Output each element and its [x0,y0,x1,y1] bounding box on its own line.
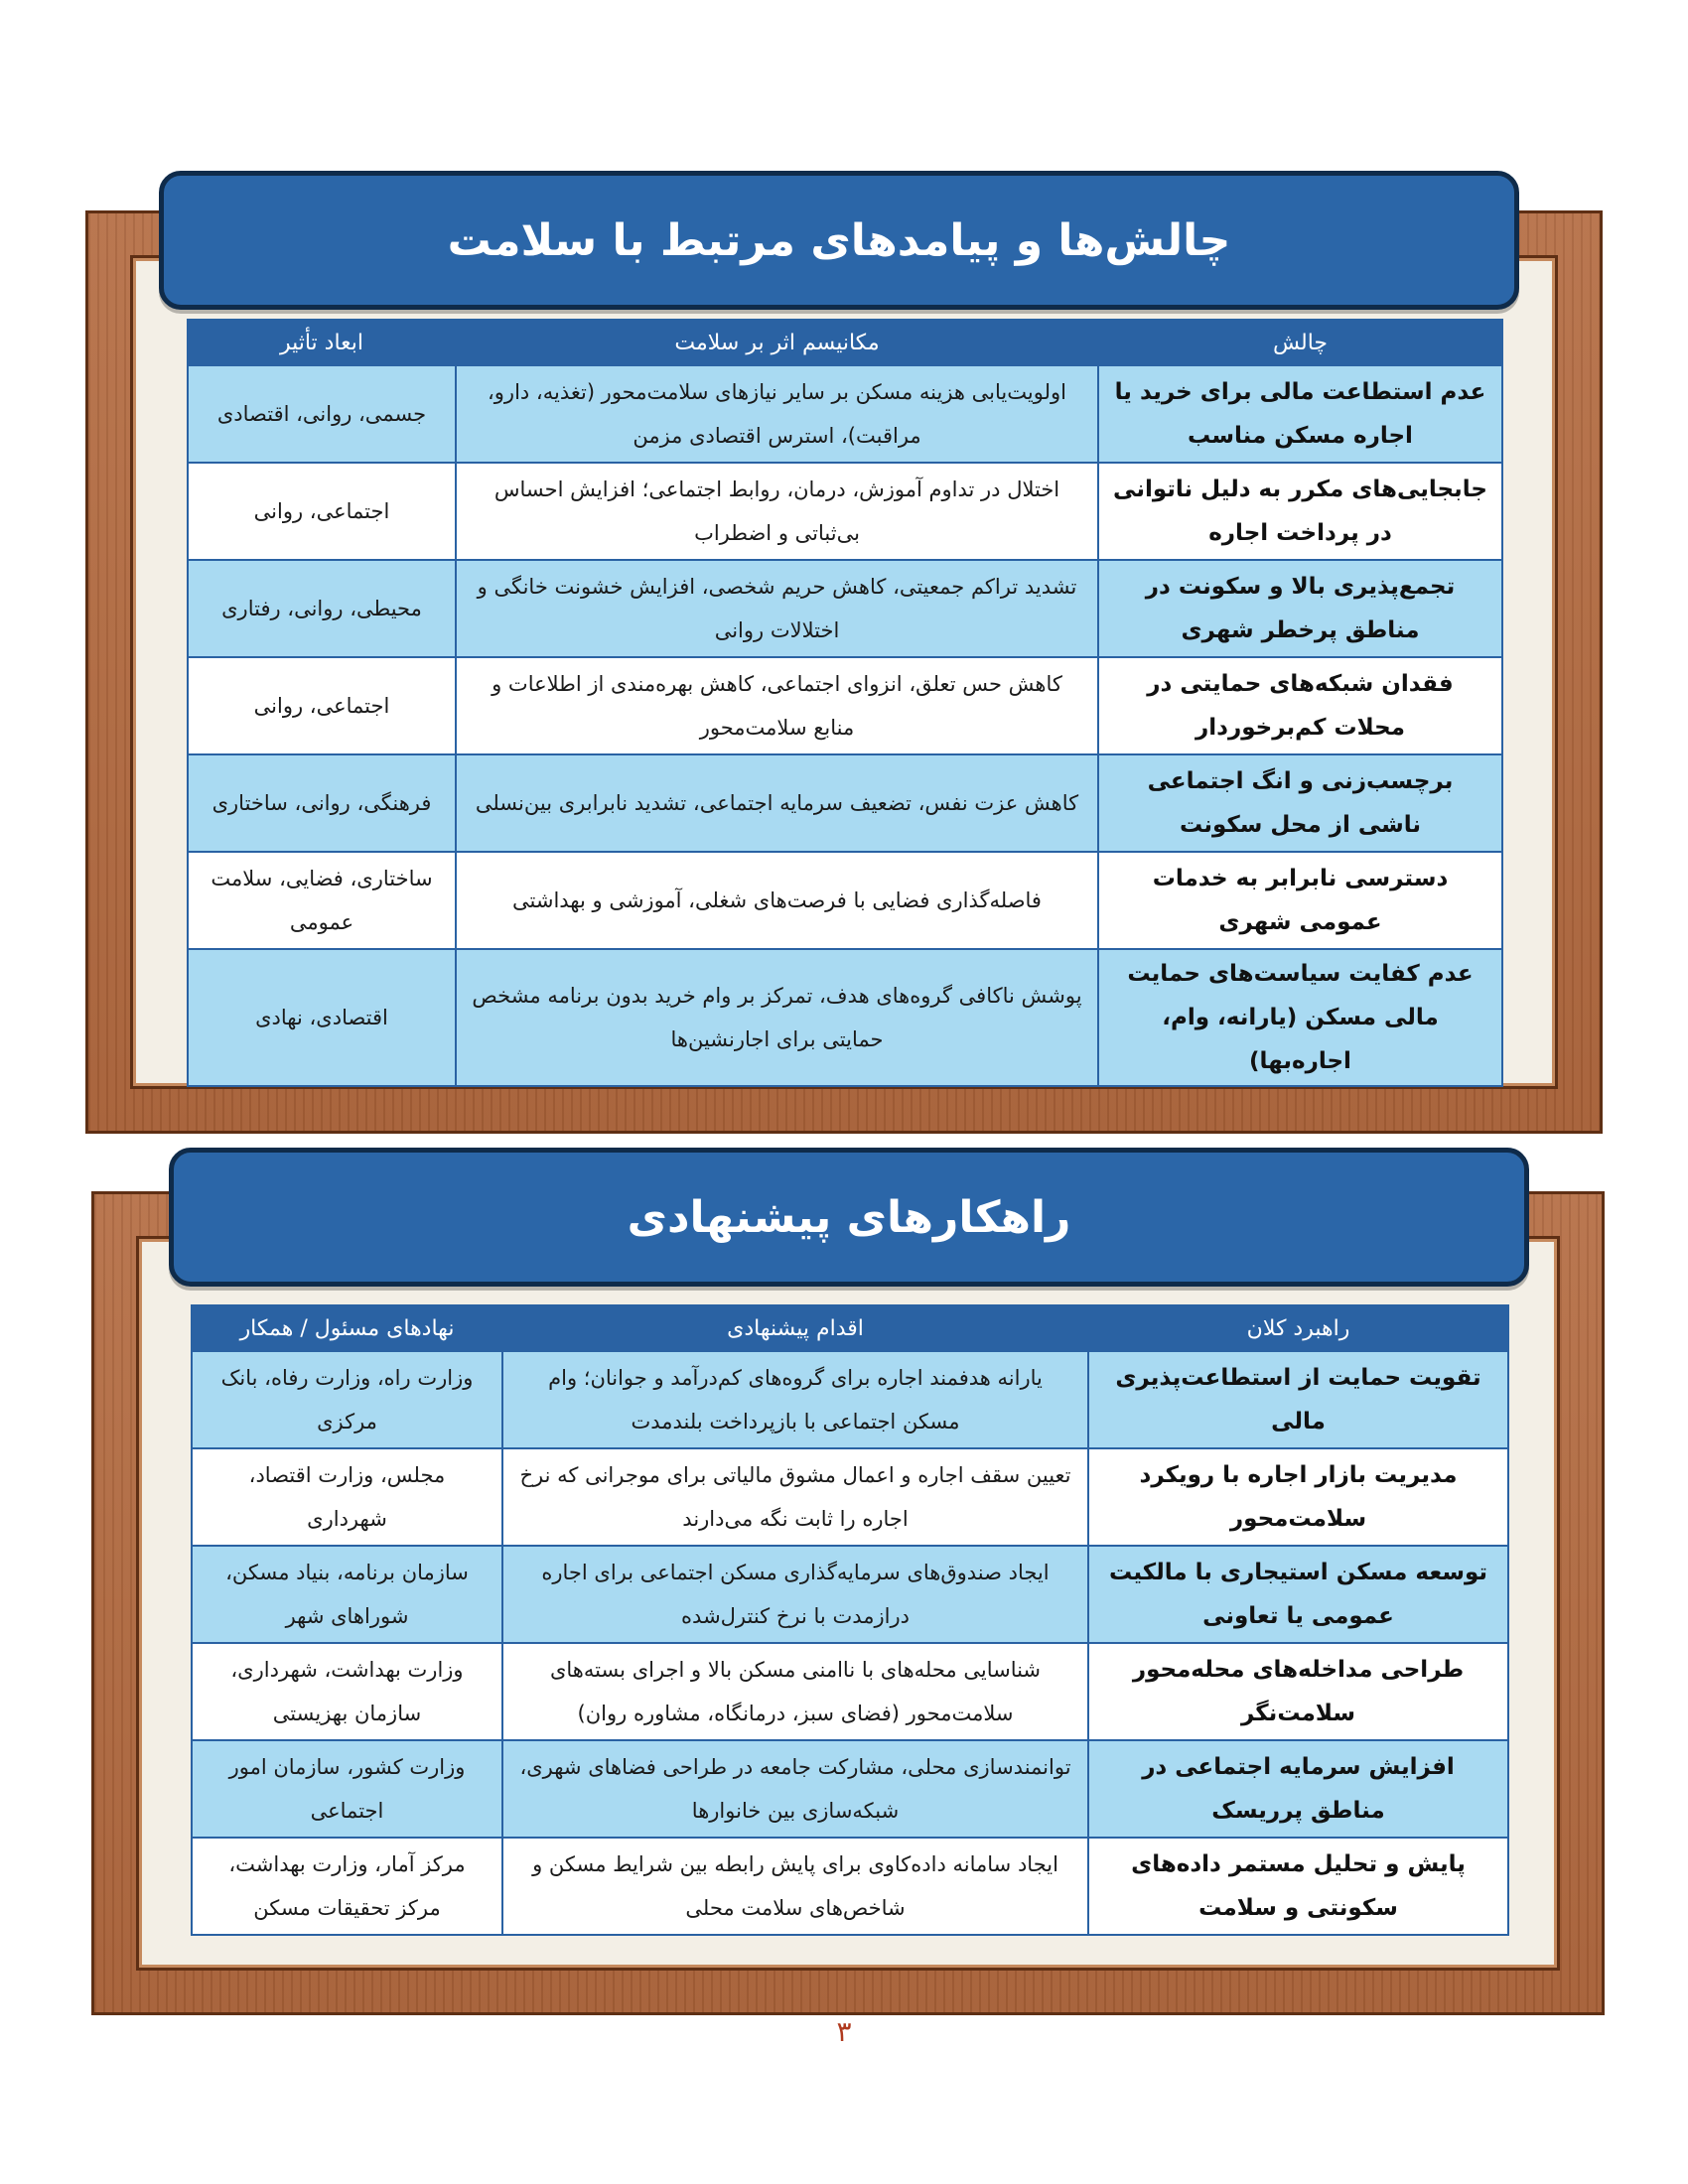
table-row [192,1351,1508,1448]
challenges-table [187,319,1503,1087]
table-row [192,1546,1508,1643]
challenges-header-row [188,320,1502,365]
institutions-cell: سازمان برنامه، بنیاد مسکن، شوراهای شهر [192,1546,502,1643]
section-1-banner [159,171,1519,310]
solutions-table [191,1304,1509,1936]
header-institutions: نهادهای مسئول / همکار [192,1305,502,1351]
institutions-cell: وزارت بهداشت، شهرداری، سازمان بهزیستی [192,1643,502,1740]
page-number: ۳ [836,2015,852,2048]
action-cell: توانمندسازی محلی، مشارکت جامعه در طراحی فضاهای شهری، شبکه‌سازی بین خانوارها [502,1740,1088,1838]
solutions-header-row [192,1305,1508,1351]
impact-cell: جسمی، روانی، اقتصادی [188,365,456,463]
impact-cell: ساختاری، فضایی، سلامت عمومی [188,852,456,949]
header-impact: ابعاد تأثیر [188,320,456,365]
table-row [188,463,1502,560]
impact-cell: فرهنگی، روانی، ساختاری [188,754,456,852]
impact-cell: محیطی، روانی، رفتاری [188,560,456,657]
institutions-cell: وزارت کشور، سازمان امور اجتماعی [192,1740,502,1838]
table-row [192,1838,1508,1935]
challenge-cell: عدم کفایت سیاست‌های حمایت مالی مسکن (یارانه، وام، اجاره‌بها) [1098,949,1502,1086]
section-2-banner [169,1148,1529,1287]
strategy-cell: افزایش سرمایه اجتماعی در مناطق پرریسک [1088,1740,1508,1838]
strategy-cell: توسعه مسکن استیجاری با مالکیت عمومی یا تعاونی [1088,1546,1508,1643]
mechanism-cell: اختلال در تداوم آموزش، درمان، روابط اجتماعی؛ افزایش احساس بی‌ثباتی و اضطراب [456,463,1098,560]
action-cell: تعیین سقف اجاره و اعمال مشوق مالیاتی برای موجرانی که نرخ اجاره را ثابت نگه می‌دارند [502,1448,1088,1546]
table-row [188,754,1502,852]
section-1-title: چالش‌ها و پیامدهای مرتبط با سلامت [447,214,1231,266]
header-strategy: راهبرد کلان [1088,1305,1508,1351]
mechanism-cell: کاهش عزت نفس، تضعیف سرمایه اجتماعی، تشدید نابرابری بین‌نسلی [456,754,1098,852]
mechanism-cell: تشدید تراکم جمعیتی، کاهش حریم شخصی، افزایش خشونت خانگی و اختلالات روانی [456,560,1098,657]
table-row [192,1643,1508,1740]
strategy-cell: پایش و تحلیل مستمر داده‌های سکونتی و سلامت [1088,1838,1508,1935]
mechanism-cell: کاهش حس تعلق، انزوای اجتماعی، کاهش بهره‌مندی از اطلاعات و منابع سلامت‌محور [456,657,1098,754]
impact-cell: اجتماعی، روانی [188,657,456,754]
challenge-cell: دسترسی نابرابر به خدمات عمومی شهری [1098,852,1502,949]
section-2-title: راهکارهای پیشنهادی [627,1191,1071,1243]
mechanism-cell: اولویت‌یابی هزینه مسکن بر سایر نیازهای سلامت‌محور (تغذیه، دارو، مراقبت)، استرس اقتصادی مزمن [456,365,1098,463]
institutions-cell: مرکز آمار، وزارت بهداشت، مرکز تحقیقات مسکن [192,1838,502,1935]
institutions-cell: وزارت راه، وزارت رفاه، بانک مرکزی [192,1351,502,1448]
strategy-cell: طراحی مداخله‌های محله‌محور سلامت‌نگر [1088,1643,1508,1740]
action-cell: یارانه هدفمند اجاره برای گروه‌های کم‌درآمد و جوانان؛ وام مسکن اجتماعی با بازپرداخت بلندمدت [502,1351,1088,1448]
challenge-cell: فقدان شبکه‌های حمایتی در محلات کم‌برخوردار [1098,657,1502,754]
action-cell: ایجاد صندوق‌های سرمایه‌گذاری مسکن اجتماعی برای اجاره درازمدت با نرخ کنترل‌شده [502,1546,1088,1643]
table-row [188,365,1502,463]
table-row [188,560,1502,657]
table-row [188,852,1502,949]
header-mechanism: مکانیسم اثر بر سلامت [456,320,1098,365]
challenge-cell: جابجایی‌های مکرر به دلیل ناتوانی در پرداخت اجاره [1098,463,1502,560]
action-cell: شناسایی محله‌های با ناامنی مسکن بالا و اجرای بسته‌های سلامت‌محور (فضای سبز، درمانگاه، مشاوره روان) [502,1643,1088,1740]
impact-cell: اجتماعی، روانی [188,463,456,560]
header-action: اقدام پیشنهادی [502,1305,1088,1351]
institutions-cell: مجلس، وزارت اقتصاد، شهرداری [192,1448,502,1546]
mechanism-cell: پوشش ناکافی گروه‌های هدف، تمرکز بر وام خرید بدون برنامه مشخص حمایتی برای اجارنشین‌ها [456,949,1098,1086]
action-cell: ایجاد سامانه داده‌کاوی برای پایش رابطه بین شرایط مسکن و شاخص‌های سلامت محلی [502,1838,1088,1935]
header-challenge: چالش [1098,320,1502,365]
challenge-cell: برچسب‌زنی و انگ اجتماعی ناشی از محل سکونت [1098,754,1502,852]
mechanism-cell: فاصله‌گذاری فضایی با فرصت‌های شغلی، آموزشی و بهداشتی [456,852,1098,949]
challenge-cell: عدم استطاعت مالی برای خرید یا اجاره مسکن مناسب [1098,365,1502,463]
table-row [192,1448,1508,1546]
impact-cell: اقتصادی، نهادی [188,949,456,1086]
table-row [192,1740,1508,1838]
table-row [188,657,1502,754]
strategy-cell: تقویت حمایت از استطاعت‌پذیری مالی [1088,1351,1508,1448]
strategy-cell: مدیریت بازار اجاره با رویکرد سلامت‌محور [1088,1448,1508,1546]
table-row [188,949,1502,1086]
challenge-cell: تجمع‌پذیری بالا و سکونت در مناطق پرخطر شهری [1098,560,1502,657]
